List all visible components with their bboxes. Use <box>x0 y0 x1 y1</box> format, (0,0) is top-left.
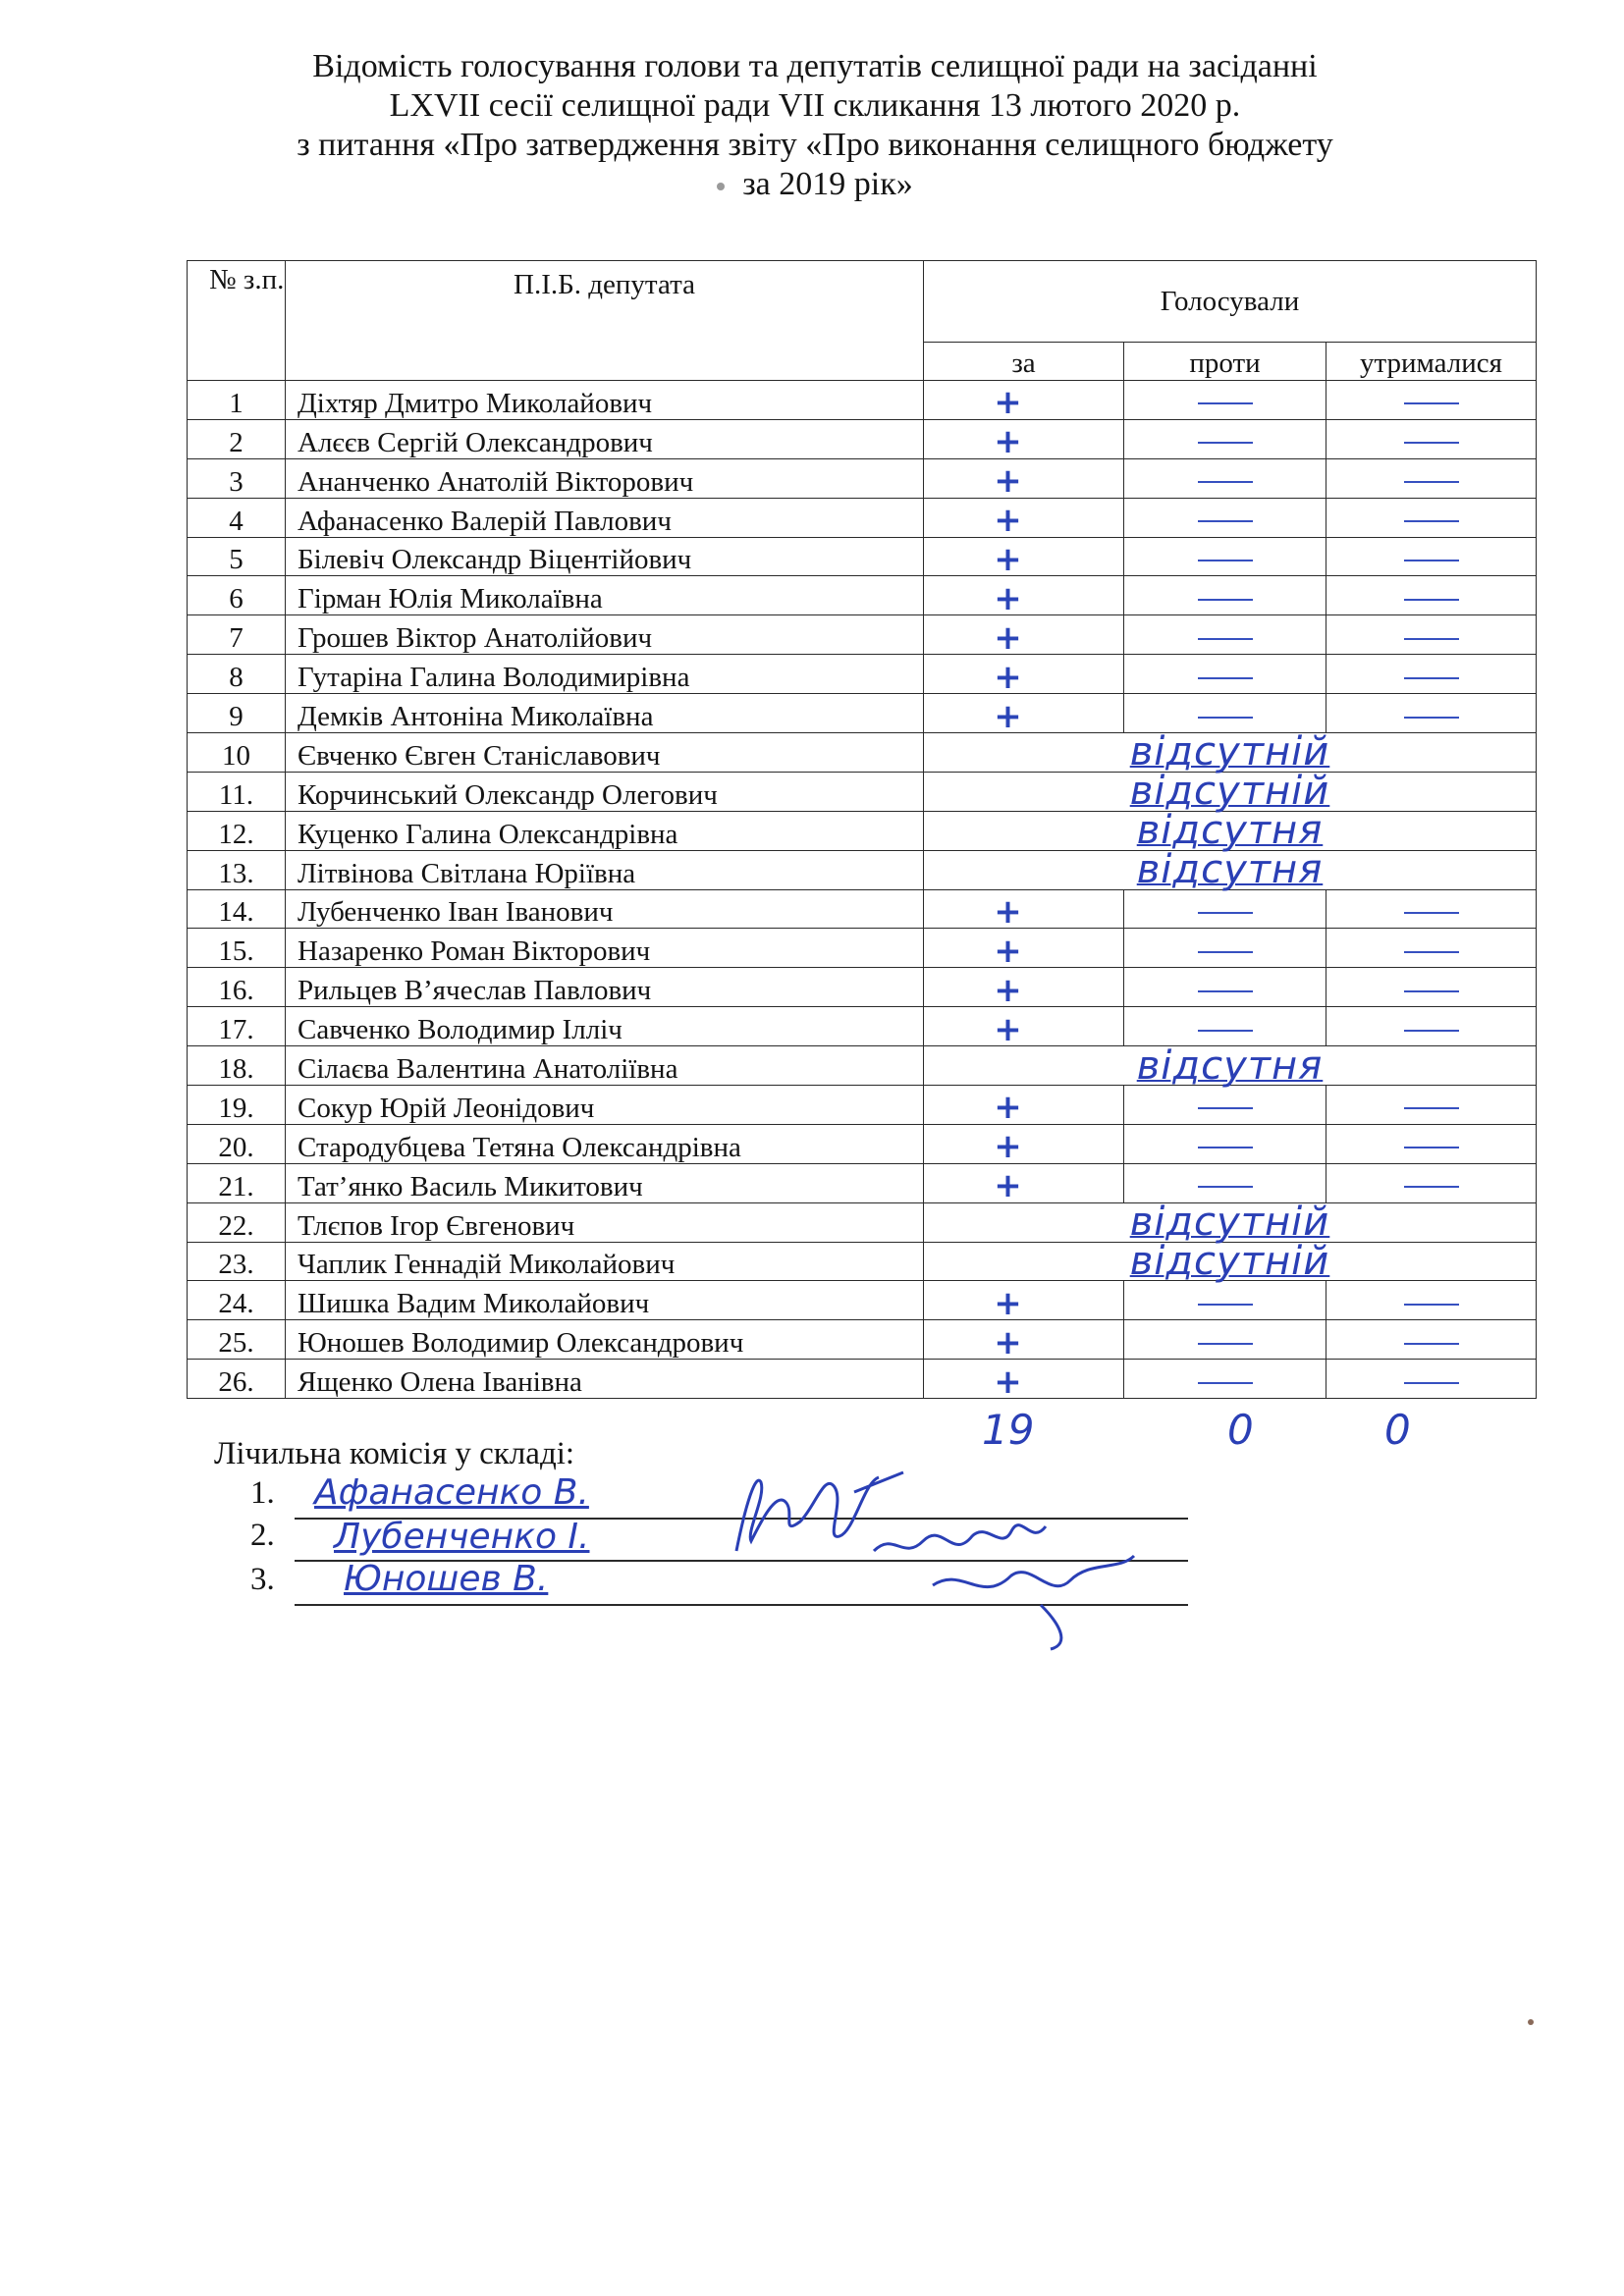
vote-for-cell <box>924 498 1124 541</box>
vote-against-cell <box>1124 1163 1326 1202</box>
vote-for-cell <box>924 1163 1124 1206</box>
table-row <box>188 537 1537 576</box>
vote-for-cell <box>924 419 1124 462</box>
table-row <box>188 1007 1537 1046</box>
row-number: 13. <box>188 850 286 889</box>
vote-abstained-cell <box>1326 498 1537 537</box>
row-number: 17. <box>188 1007 286 1046</box>
vote-abstained-cell <box>1326 576 1537 615</box>
deputy-name: Тат’янко Василь Микитович <box>286 1163 924 1202</box>
total-for: 19 <box>982 1406 1035 1454</box>
vote-against-cell <box>1124 655 1326 694</box>
vote-for-cell <box>924 929 1124 971</box>
vote-against-cell <box>1124 381 1326 420</box>
title-line-2: LXVII сесії селищної ради VII скликання 13 лютого 2020 р. <box>389 87 1241 124</box>
dash-mark <box>1404 677 1459 679</box>
vote-abstained-cell <box>1326 889 1537 929</box>
row-number: 20. <box>188 1124 286 1163</box>
dash-mark <box>1198 1343 1253 1345</box>
deputy-name: Сілаєва Валентина Анатоліївна <box>286 1046 924 1086</box>
document-title <box>177 47 1453 204</box>
table-row <box>188 929 1537 968</box>
vote-for-cell <box>924 1086 1124 1128</box>
table-row <box>188 1046 1537 1086</box>
row-number: 6 <box>188 576 286 615</box>
vote-against-cell <box>1124 1124 1326 1163</box>
table-row <box>188 1242 1537 1281</box>
table-row <box>188 968 1537 1007</box>
vote-abstained-cell <box>1326 419 1537 458</box>
vote-against-cell <box>1124 537 1326 576</box>
vote-for-mark: + <box>994 1283 1022 1323</box>
title-line-4 <box>177 165 1453 204</box>
vote-for-mark: + <box>994 1088 1022 1128</box>
row-number: 15. <box>188 929 286 968</box>
vote-for-mark: + <box>994 501 1022 541</box>
vote-for-cell <box>924 458 1124 502</box>
dash-mark <box>1404 1030 1459 1032</box>
vote-against-cell <box>1124 1086 1326 1125</box>
deputy-name: Чаплик Геннадій Миколайович <box>286 1242 924 1281</box>
vote-abstained-cell <box>1326 381 1537 420</box>
vote-against-cell <box>1124 889 1326 929</box>
row-number: 23. <box>188 1242 286 1281</box>
vote-abstained-cell <box>1326 1281 1537 1320</box>
header-for: за <box>924 343 1124 381</box>
vote-for-mark: + <box>994 540 1022 579</box>
vote-against-cell <box>1124 419 1326 458</box>
absent-note: відсутній <box>924 772 1537 811</box>
dash-mark <box>1198 1030 1253 1032</box>
member-2-number: 2. <box>250 1518 275 1553</box>
dash-mark <box>1198 1304 1253 1306</box>
vote-abstained-cell <box>1326 1320 1537 1360</box>
vote-for-mark: + <box>994 422 1022 462</box>
title-line-3: з питання «Про затвердження звіту «Про виконання селищного бюджету <box>297 127 1333 163</box>
deputy-name: Афанасенко Валерій Павлович <box>286 498 924 537</box>
deputy-name: Назаренко Роман Вікторович <box>286 929 924 968</box>
dash-mark <box>1404 560 1459 561</box>
table-row <box>188 811 1537 850</box>
deputy-name: Алєєв Сергій Олександрович <box>286 419 924 458</box>
deputy-name: Сокур Юрій Леонідович <box>286 1086 924 1125</box>
deputy-name: Євченко Євген Станіславович <box>286 733 924 773</box>
dash-mark <box>1404 520 1459 522</box>
table-row <box>188 1360 1537 1399</box>
vote-for-mark: + <box>994 1322 1022 1362</box>
dash-mark <box>1404 1304 1459 1306</box>
member-1-name: Афанасенко В. <box>314 1472 589 1513</box>
vote-for-cell <box>924 1124 1124 1167</box>
dash-mark <box>1404 951 1459 953</box>
row-number: 2 <box>188 419 286 458</box>
row-number: 10 <box>188 733 286 773</box>
dash-mark <box>1198 560 1253 561</box>
dash-mark <box>1404 442 1459 444</box>
header-name: П.І.Б. депутата <box>286 261 924 381</box>
row-number: 22. <box>188 1202 286 1242</box>
deputy-name: Корчинський Олександр Олегович <box>286 772 924 811</box>
vote-against-cell <box>1124 498 1326 537</box>
vote-abstained-cell <box>1326 1124 1537 1163</box>
row-number: 7 <box>188 615 286 655</box>
vote-for-mark: + <box>994 1127 1022 1167</box>
vote-for-cell <box>924 1281 1124 1323</box>
deputy-name: Гутаріна Галина Володимирівна <box>286 655 924 694</box>
dash-mark <box>1404 1343 1459 1345</box>
vote-for-cell <box>924 381 1124 423</box>
total-against: 0 <box>1227 1406 1254 1454</box>
dash-mark <box>1198 1186 1253 1188</box>
dash-mark <box>1198 1107 1253 1109</box>
dash-mark <box>1198 677 1253 679</box>
absent-note: відсутня <box>924 1046 1537 1086</box>
row-number: 4 <box>188 498 286 537</box>
dash-mark <box>1404 1147 1459 1148</box>
table-row <box>188 1202 1537 1242</box>
vote-for-cell <box>924 1360 1124 1402</box>
vote-for-mark: + <box>994 1009 1022 1049</box>
dash-mark <box>1404 717 1459 719</box>
header-number: № з.п. <box>188 261 286 381</box>
vote-for-mark: + <box>994 383 1022 423</box>
vote-abstained-cell <box>1326 929 1537 968</box>
deputy-name: Літвінова Світлана Юріївна <box>286 850 924 889</box>
deputy-name: Лубенченко Іван Іванович <box>286 889 924 929</box>
deputy-name: Ананченко Анатолій Вікторович <box>286 458 924 498</box>
absent-note: відсутній <box>924 1202 1537 1242</box>
table-row <box>188 733 1537 773</box>
deputy-name: Тлєпов Ігор Євгенович <box>286 1202 924 1242</box>
absent-note: відсутній <box>924 1242 1537 1281</box>
vote-for-mark: + <box>994 461 1022 502</box>
header-against: проти <box>1124 343 1326 381</box>
vote-against-cell <box>1124 968 1326 1007</box>
deputy-name: Юношев Володимир Олександрович <box>286 1320 924 1360</box>
header-voted: Голосували <box>924 261 1537 343</box>
vote-for-cell <box>924 655 1124 697</box>
row-number: 25. <box>188 1320 286 1360</box>
dash-mark <box>1404 1186 1459 1188</box>
votes-table <box>187 260 1537 1402</box>
deputy-name: Савченко Володимир Ілліч <box>286 1007 924 1046</box>
vote-against-cell <box>1124 1281 1326 1320</box>
ink-dot <box>717 183 725 190</box>
table-row <box>188 772 1537 811</box>
deputy-name: Гірман Юлія Миколаївна <box>286 576 924 615</box>
vote-for-mark: + <box>994 970 1022 1010</box>
vote-against-cell <box>1124 615 1326 655</box>
deputy-name: Білевіч Олександр Віцентійович <box>286 537 924 576</box>
title-line-4-text: за 2019 рік» <box>742 166 913 202</box>
row-number: 11. <box>188 772 286 811</box>
vote-abstained-cell <box>1326 1007 1537 1046</box>
table-row <box>188 850 1537 889</box>
table-row <box>188 458 1537 498</box>
member-2-name: Лубенченко І. <box>334 1517 590 1557</box>
vote-for-cell <box>924 694 1124 736</box>
dash-mark <box>1198 990 1253 992</box>
table-row <box>188 1086 1537 1125</box>
row-number: 19. <box>188 1086 286 1125</box>
vote-for-mark: + <box>994 1166 1022 1206</box>
absent-note: відсутня <box>924 850 1537 889</box>
vote-against-cell <box>1124 694 1326 733</box>
absent-note: відсутня <box>924 811 1537 850</box>
vote-abstained-cell <box>1326 1360 1537 1399</box>
row-number: 26. <box>188 1360 286 1399</box>
member-3-number: 3. <box>250 1562 275 1597</box>
row-number: 12. <box>188 811 286 850</box>
member-3-name: Юношев В. <box>344 1559 549 1599</box>
vote-abstained-cell <box>1326 615 1537 655</box>
vote-for-cell <box>924 537 1124 579</box>
vote-for-mark: + <box>994 657 1022 697</box>
dash-mark <box>1198 599 1253 601</box>
vote-for-cell <box>924 889 1124 933</box>
table-row <box>188 1320 1537 1360</box>
deputy-name: Діхтяр Дмитро Миколайович <box>286 381 924 420</box>
deputy-name: Ященко Олена Іванівна <box>286 1360 924 1399</box>
dash-mark <box>1404 912 1459 914</box>
member-1-number: 1. <box>250 1475 275 1511</box>
signature-3 <box>923 1536 1159 1654</box>
dash-mark <box>1198 481 1253 483</box>
vote-against-cell <box>1124 929 1326 968</box>
deputy-name: Стародубцева Тетяна Олександрівна <box>286 1124 924 1163</box>
dash-mark <box>1198 717 1253 719</box>
dash-mark <box>1198 912 1253 914</box>
table-row <box>188 889 1537 929</box>
vote-abstained-cell <box>1326 1163 1537 1202</box>
table-row <box>188 498 1537 537</box>
table-row <box>188 1124 1537 1163</box>
vote-rows <box>188 381 1537 1402</box>
table-row <box>188 381 1537 420</box>
dash-mark <box>1404 599 1459 601</box>
vote-for-cell <box>924 968 1124 1010</box>
vote-for-cell <box>924 615 1124 658</box>
table-row <box>188 655 1537 694</box>
vote-abstained-cell <box>1326 458 1537 498</box>
deputy-name: Куценко Галина Олександрівна <box>286 811 924 850</box>
deputy-name: Шишка Вадим Миколайович <box>286 1281 924 1320</box>
vote-for-cell <box>924 576 1124 618</box>
commission-label: Лічильна комісія у складі: <box>214 1436 575 1471</box>
row-number: 8 <box>188 655 286 694</box>
deputy-name: Грошев Віктор Анатолійович <box>286 615 924 655</box>
row-number: 5 <box>188 537 286 576</box>
deputy-name: Рильцев В’ячеслав Павлович <box>286 968 924 1007</box>
dash-mark <box>1404 481 1459 483</box>
table-row <box>188 615 1537 655</box>
vote-abstained-cell <box>1326 1086 1537 1125</box>
dash-mark <box>1198 520 1253 522</box>
table-row <box>188 1281 1537 1320</box>
dash-mark <box>1198 402 1253 404</box>
vote-abstained-cell <box>1326 537 1537 576</box>
table-row <box>188 576 1537 615</box>
vote-for-mark: + <box>994 1362 1022 1402</box>
vote-for-mark: + <box>994 892 1022 933</box>
total-abstained: 0 <box>1384 1406 1411 1454</box>
row-number: 9 <box>188 694 286 733</box>
table-row <box>188 694 1537 733</box>
vote-against-cell <box>1124 458 1326 498</box>
vote-for-cell <box>924 1320 1124 1360</box>
row-number: 18. <box>188 1046 286 1086</box>
table-row <box>188 1163 1537 1202</box>
dash-mark <box>1404 1382 1459 1384</box>
row-number: 16. <box>188 968 286 1007</box>
vote-for-mark: + <box>994 578 1022 618</box>
dash-mark <box>1198 638 1253 640</box>
dash-mark <box>1198 442 1253 444</box>
vote-against-cell <box>1124 1360 1326 1399</box>
row-number: 1 <box>188 381 286 420</box>
vote-for-cell <box>924 1007 1124 1049</box>
vote-abstained-cell <box>1326 968 1537 1007</box>
dash-mark <box>1198 1382 1253 1384</box>
absent-note: відсутній <box>924 733 1537 773</box>
header-abstained: утрималися <box>1326 343 1537 381</box>
row-number: 3 <box>188 458 286 498</box>
vote-for-mark: + <box>994 617 1022 658</box>
dash-mark <box>1404 638 1459 640</box>
dash-mark <box>1198 951 1253 953</box>
title-line-1: Відомість голосування голови та депутатів селищної ради на засіданні <box>312 48 1318 84</box>
dash-mark <box>1404 1107 1459 1109</box>
row-number: 24. <box>188 1281 286 1320</box>
row-number: 21. <box>188 1163 286 1202</box>
dash-mark <box>1198 1147 1253 1148</box>
vote-against-cell <box>1124 576 1326 615</box>
dash-mark <box>1404 990 1459 992</box>
table-row <box>188 419 1537 458</box>
deputy-name: Демків Антоніна Миколаївна <box>286 694 924 733</box>
vote-for-mark: + <box>994 696 1022 736</box>
vote-against-cell <box>1124 1007 1326 1046</box>
row-number: 14. <box>188 889 286 929</box>
dash-mark <box>1404 402 1459 404</box>
paper-speck <box>1528 2019 1534 2025</box>
vote-abstained-cell <box>1326 655 1537 694</box>
vote-abstained-cell <box>1326 694 1537 733</box>
vote-for-mark: + <box>994 931 1022 971</box>
vote-against-cell <box>1124 1320 1326 1360</box>
